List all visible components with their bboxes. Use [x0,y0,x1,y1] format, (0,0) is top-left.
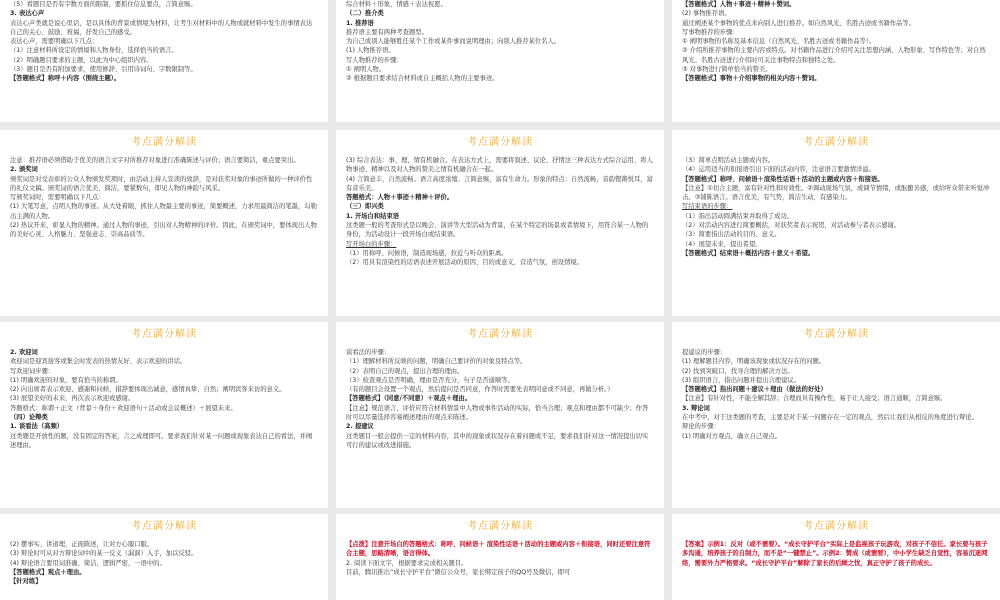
text-line: (2) 摆事实、讲道理，正面陈述，让对方心服口服。 [10,541,154,548]
panel-3 [672,0,1000,122]
text-line: (2) 向出席者表示欢迎、感谢和问候，措辞要体现出诚意，感情真挚，自然；阐明宾客来访的意义。 [10,386,286,394]
text-line: 写颁奖词时，需要明确以下几点： [10,194,105,202]
text-line: (3) 综合表达：事、理、情有机融合。在表达方式上，需要将叙述、议论、抒情这三种表达方式综合运用，将人物事迹、精神以及对人物的赞美之情有机融合在一起。 [346,157,653,174]
text-line: (1) 明确对方观点，确立自己观点。 [682,432,782,440]
answer-format: 【答题格式】结束语＋概括内容＋意义＋希望。 [682,249,815,257]
text-line: 表达心声，需要明确以下几点： [10,38,99,46]
text-line: (3) 组织语言，指出问题并提出合理建议。 [682,376,800,384]
section-heading: 3. 辩论词 [682,404,710,412]
panel-8 [336,322,664,508]
text-line: 写事物推荐的步骤： [682,28,739,36]
answer-format: 【答题格式】人物＋事迹＋精神＋赞词。 [682,1,796,8]
panel-7 [0,322,328,508]
text-line: 答题格式：称谓＋正文（背景＋身份＋欢迎语句＋活动或会议概述）＋展望未来。 [10,404,237,412]
text-line: (2) 热议开来，彰显人物的精神。通过人物的事迹，引出对人物精神的评价。因此，在颁奖词中，要体现出人物的美好心灵、人格魅力、坚强意志、崇高品质等。 [10,222,317,239]
text-line: (1) 明确欢迎的对象，要有恰当的称谓。 [10,376,122,384]
text-line: 为自己或别人能够胜任某个工作或某件事而说明理由；向别人推荐某位名人。 [346,38,561,46]
text-line: (4) 言简意丰，自然流畅。语言高度浓缩、言简意赅，富有生命力。形象的特点：自然流畅，音韵铿锵悦耳，富有音乐美。 [346,175,653,192]
section-heading: 2. 欢迎词 [10,349,38,356]
panel-1 [0,0,328,122]
text-line: 注意：推荐语必须借助于优美的语言文字对所推荐对象进行准确陈述与评价；语言要简洁，重点要突出。 [10,157,300,164]
text-line: (2) 事物推荐语。 [682,10,731,18]
text-line: ② 根据题目要求结合材料或自主概括人物的主要事迹。 [346,75,499,83]
text-line: 写人物推荐的步骤： [346,56,403,64]
panel-12 [672,514,1000,600]
answer-format: 【答题格式】称呼＋内容（围绕主题）。 [10,75,121,83]
text-line: 欢迎词是迎宾接客或集会时发表的热情友好、表示欢迎的讲话。 [10,358,187,366]
panel-header: 考点满分解读 [803,137,869,148]
text-line: （2）表明自己的观点，提出合理的理由。 [346,367,464,375]
text-line: ③ 对事物进行简单恰当的赞美。 [682,66,772,74]
answer-format: 【答题格式】观点＋理由。 [10,568,86,576]
text-line: 【注意】规范语言，评价应符合材料情景中人物或事件活动的实际，恰当合理；观点和理由都不可缺少；作答时可以尽量选择容易阐述理由的观点来陈述。 [346,404,649,422]
text-line: 这类题目一般会提供一定的材料内容，其中的现象或状况存在着问题或不足，要求我们针对这一情况提出切实可行的建议或改进措施。 [346,432,649,449]
text-line: 写开场白的步骤： [346,240,397,248]
section-heading: 1. 开场白和结束语 [346,212,400,220]
text-line: （2）用具有渲染性的话语表述开展活动的原因、目的或意义，营造气氛，创设情境。 [346,259,583,267]
text-line: （2）对活动内容进行简要概括，对获奖者表示祝贺，对活动参与者表示感谢。 [682,222,901,230]
panel-9 [672,322,1000,508]
text-line: 谈看法的步骤： [346,349,391,356]
panel-header: 考点满分解读 [803,521,869,532]
text-line: 推荐语主要有两种考查题型。 [346,28,428,36]
text-line: 这类题一般的考查形式是以晚会、演讲等大型活动为背景，在某个特定的场景或者情境下，用符合某一人物的身份，为活动设计一段开场白或结束语。 [346,222,649,239]
text-line: （4）运用适当的衔接语引出下面的活动内容，注意语言要激情洋溢。 [682,166,875,174]
section-heading: 2. 提建议 [346,423,374,431]
text-line: 【注意】有针对性，不能全解其辞；合理而具有操作性，易于让人接受；语言通顺，言简意赅。 [682,395,947,403]
answer-format: 【答题格式】指出问题＋建议＋理由（做法的好处） [682,386,827,394]
text-line: 写欢迎词步骤： [10,367,55,375]
text-line: 综合材料＋形象，情感＋表达祝愿。 [346,1,447,8]
panel-header: 考点满分解读 [467,137,533,148]
text-line: 写结束语的步骤： [682,203,733,211]
text-line: （5）看题目是否有字数方面的限制，要抓住信息要点，言简意赅。 [10,1,197,8]
text-line: ① 阐明人物。 [346,66,386,74]
text-line: 这类题是开放性的题，没有固定的答案，言之成理即可。要求我们针对某一问题或现象表达自己的看法，并阐述理由。 [10,432,313,449]
section-heading: 2. 颁奖词 [10,166,38,174]
text-line: 在中考中，对于这类题的考查，主要是对于某一问题存在一定的观点，然后让我们从相反的角度进行辩论。 [682,414,978,422]
answer-format: 答题格式：人物＋事迹＋精神＋评价。 [346,194,454,202]
hint-text: 【点拨】注意开场白的答题格式：称呼、问候语＋ 渲染性话语＋活动的主题或内容＋衔接语，同时还要注意符合主题，思路清晰，语言得体。 [346,541,651,558]
answer-format: 【答题格式】称呼、问候语＋渲染性话语＋活动的主题或内容＋衔接语。 [682,175,884,183]
text-line: 表达心声类就是说心里话，是以具体的背景或情境为材料，让考生对材料中的人物或就材料中发生的事情表达自己的关心、鼓励、祝福，抒发自己的感受。 [10,19,313,36]
text-line: 辩论的步骤： [682,423,720,431]
panel-header: 考点满分解读 [803,329,869,340]
text-line: (3) 辩论时可从对方辩论词中的某一反义（漏洞）入手，加以反驳。 [10,550,198,558]
text-line: （有的题目会设置一个观点，然后提问是否同意，作答时需要先表明同意或不同意，再做分析。） [346,386,614,394]
panel-header: 考点满分解读 [131,329,197,340]
section-heading: （二）推介类 [346,10,384,18]
text-line: （1）用称呼、问候语，制造现场感，拉近与听众的距离。 [346,249,508,257]
text-line: （2）明确题目要求的主题，以此为中心组织内容。 [10,56,153,64]
panel-10 [0,514,328,600]
text-line: 颁奖词是对受表彰的公众人物颁发奖项时，由活动主持人宣读的致辞，是对获奖对象的事迹所做的一种评价性的礼仪文稿。颁奖词的语言优美、简洁，要紧数句，即见人物的神韵与风采。 [10,175,313,192]
section-heading: 1. 推荐语 [346,19,374,27]
text-line: （3）检查观点是否明确，理由是否充分，句子是否通顺等。 [346,376,514,384]
section-heading: （三）即兴类 [346,203,384,211]
section-heading: 3. 表达心声 [10,10,45,18]
text-line: (1) 大笔写意，点明人物的事迹。从大处着眼，抓住人物最主要的事迹，简要概述，力求用最简洁的笔墨，勾勒出主满的人物。 [10,203,317,220]
text-line: （4）展望未来，提出希望。 [682,240,762,248]
text-line: (4) 辩论语言要用词准确、简洁，逻辑严密，一语中的。 [10,559,166,567]
panel-header: 考点满分解读 [131,521,197,532]
text-line: （1）指出活动圆满结束并取得了成功。 [682,212,794,220]
panel-4 [0,130,328,316]
text-line: (1) 人物推荐语。 [346,47,395,55]
text-line: 目前，腾讯推出“成长守护平台”微信公众号，家长绑定孩子的QQ号及微信，即可 [346,568,571,576]
answer-format: 【答题格式】（同意/不同意）＋观点＋理由。 [346,395,472,403]
answer-format: 【答题格式】事物＋介绍事物的相关内容＋赞词。 [682,75,821,83]
panel-header: 考点满分解读 [131,137,197,148]
text-line: （3）题目是否有附加要求，使用修辞、引用诗词句、字数限制等。 [10,66,197,74]
text-line: 提建议的步骤： [682,349,727,356]
text-line: （3）简要指出活动的目的、意义。 [682,231,781,239]
panel-5 [336,130,664,316]
text-line: (1) 理解题目内容，明确该现象或状况存在的问题。 [682,358,826,366]
text-line: （1）理解材料所反映的问题，明确自己要评价的对象及特点等。 [346,358,527,366]
section-heading: 1. 谈看法（高频） [10,423,64,431]
text-line: （1）注意材料所设定的情境和人物身份，选择恰当的语言。 [10,47,178,55]
section-heading: 【针对练】 [10,578,42,586]
text-line: （3）简单点明活动主题或内容。 [682,157,775,164]
text-line: 通过阐述某个事物的优点来向别人进行推荐。如自然风光、名胜古迹或书籍作品等。 [682,19,915,27]
panel-11 [336,514,664,600]
text-line: ② 介绍所推荐事物的主要内容或特点。对书籍作品进行介绍可关注思想内涵、人物形象、写作特色等；对自然风光、名胜古迹进行介绍时可关注事物特点和独特之处。 [682,47,986,64]
text-line: (3) 展望美好的未来，再次表示欢迎或感谢。 [10,395,135,403]
text-line: (2) 找到突破口，找寻合理的解决方法。 [682,367,794,375]
text-line: 2. 阅读下面文字，根据要求完成相关题目。 [346,559,468,567]
panel-header: 考点满分解读 [467,329,533,340]
panel-6 [672,130,1000,316]
text-line: 【注意】①切合主题，富有针对性和时效性。②调动现场气氛，或调节情绪，或酝酿善感，或给听众带来听觉冲击。③铺陈语言。语言优美，有气势，简洁生动，有感染力。 [682,184,990,202]
panel-2 [336,0,664,122]
text-line: ① 阐明事物的名称及基本信息（自然风光、名胜古迹或书籍作品等）。 [682,38,876,46]
panel-header: 考点满分解读 [467,521,533,532]
section-heading: （四）论辩类 [10,414,48,422]
answer-text: 【答案】示例1：反对（或不需要）。“成长守护平台”实际上是监视孩子玩游戏，对孩子不信任。家长要与孩子多沟通，培养孩子的自制力，而不是“一键禁止”。示例2：赞成（或需要），中小学生缺乏自觉性，容易沉迷网络，需要外力严格要求。“成长守护平台”解除了家长的后顾之忧，真正守护了孩子的成长。 [682,541,988,567]
